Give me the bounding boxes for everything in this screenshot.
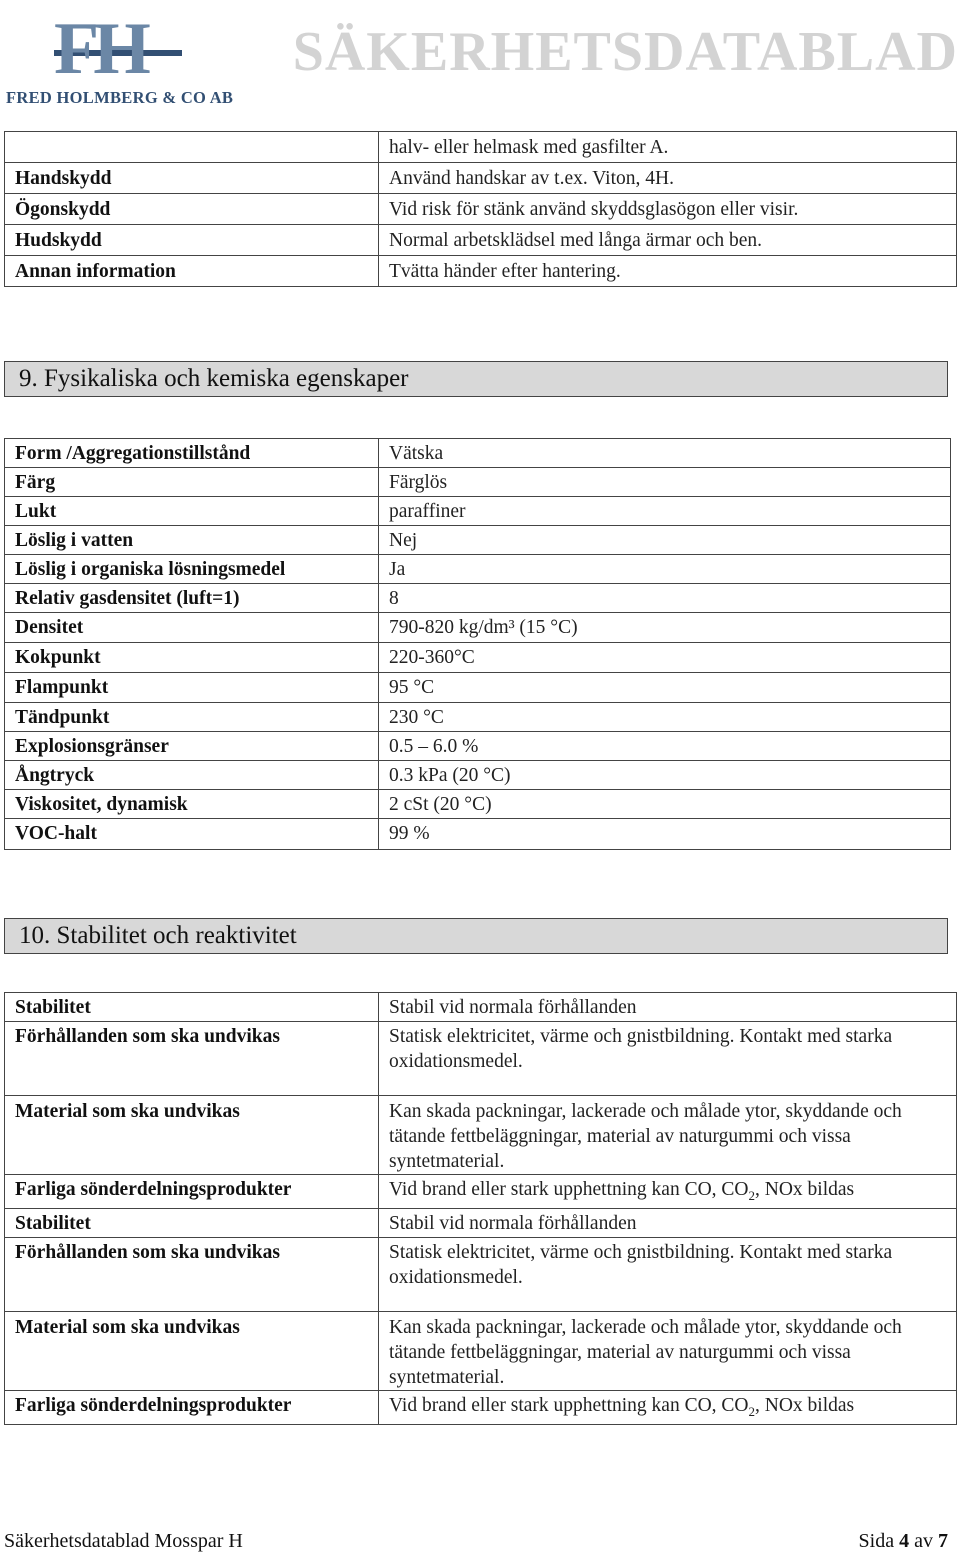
- logo-mark: FH: [54, 8, 145, 90]
- row-value: Nej: [379, 526, 951, 555]
- row-value: Färglös: [379, 468, 951, 497]
- table-row: [5, 1022, 957, 1096]
- row-value: [379, 1175, 957, 1209]
- properties-table: [4, 438, 951, 850]
- row-label: Annan information: [5, 256, 379, 287]
- row-value: Normal arbetsklädsel med långa ärmar och ben.: [379, 225, 957, 256]
- table-row: [5, 555, 951, 584]
- row-value: halv- eller helmask med gasfilter A.: [379, 132, 957, 163]
- page-total: 7: [938, 1530, 948, 1552]
- row-value: 0.3 kPa (20 °C): [379, 761, 951, 790]
- subscript: 2: [748, 1403, 756, 1419]
- protection-table: [4, 131, 957, 287]
- row-value: Vätska: [379, 439, 951, 468]
- row-value: 220-360°C: [379, 643, 951, 673]
- row-label: Tändpunkt: [5, 703, 379, 732]
- section-title: 9. Fysikaliska och kemiska egenskaper: [19, 365, 409, 392]
- row-value: 0.5 – 6.0 %: [379, 732, 951, 761]
- row-label: Kokpunkt: [5, 643, 379, 673]
- table-row: [5, 732, 951, 761]
- row-value: 99 %: [379, 819, 951, 850]
- table-row: [5, 1175, 957, 1209]
- table-row: [5, 1311, 957, 1390]
- row-label: Ångtryck: [5, 761, 379, 790]
- row-label: Ögonskydd: [5, 194, 379, 225]
- row-label: Form /Aggregationstillstånd: [5, 439, 379, 468]
- table-row: [5, 1237, 957, 1311]
- row-value: paraffiner: [379, 497, 951, 526]
- row-value: 230 °C: [379, 703, 951, 732]
- value-text: , NOx bildas: [755, 1179, 855, 1200]
- table-row: [5, 194, 957, 225]
- row-value: Tvätta händer efter hantering.: [379, 256, 957, 287]
- table-row: [5, 643, 951, 673]
- row-label: Farliga sönderdelningsprodukter: [5, 1175, 379, 1209]
- row-label: Densitet: [5, 613, 379, 643]
- section-title: 10. Stabilitet och reaktivitet: [19, 922, 297, 949]
- row-label: Material som ska undvikas: [5, 1096, 379, 1175]
- table-row: [5, 1390, 957, 1424]
- row-label: Färg: [5, 468, 379, 497]
- page-indicator: [859, 1530, 948, 1553]
- row-label: Relativ gasdensitet (luft=1): [5, 584, 379, 613]
- row-label: Löslig i vatten: [5, 526, 379, 555]
- table-row: [5, 132, 957, 163]
- table-row: [5, 1096, 957, 1175]
- table-row: [5, 468, 951, 497]
- value-text: Vid brand eller stark upphettning kan CO, CO: [389, 1179, 749, 1200]
- row-label: Explosionsgränser: [5, 732, 379, 761]
- row-label: Lukt: [5, 497, 379, 526]
- row-label: Farliga sönderdelningsprodukter: [5, 1390, 379, 1424]
- row-label: Hudskydd: [5, 225, 379, 256]
- page-word: Sida: [858, 1530, 895, 1552]
- stability-table: [4, 992, 957, 1425]
- row-label: Flampunkt: [5, 673, 379, 703]
- row-label: Förhållanden som ska undvikas: [5, 1022, 379, 1096]
- row-label: VOC-halt: [5, 819, 379, 850]
- row-value: Statisk elektricitet, värme och gnistbildning. Kontakt med starka oxidationsmedel.: [379, 1022, 957, 1096]
- table-row: [5, 613, 951, 643]
- footer-document-name: Säkerhetsdatablad Mosspar H: [4, 1530, 243, 1552]
- table-row: [5, 497, 951, 526]
- page-number: 4: [899, 1530, 910, 1552]
- row-value: [379, 1390, 957, 1424]
- row-value: Vid risk för stänk använd skyddsglasögon eller visir.: [379, 194, 957, 225]
- row-value: Använd handskar av t.ex. Viton, 4H.: [379, 163, 957, 194]
- table-row: [5, 703, 951, 732]
- table-row: [5, 163, 957, 194]
- row-label: Förhållanden som ska undvikas: [5, 1237, 379, 1311]
- row-label: Material som ska undvikas: [5, 1311, 379, 1390]
- company-logo: [4, 8, 234, 107]
- document-title: SÄKERHETSDATABLAD: [292, 21, 958, 83]
- value-text: , NOx bildas: [755, 1394, 855, 1416]
- row-value: 790-820 kg/dm³ (15 °C): [379, 613, 951, 643]
- of-word: av: [914, 1530, 933, 1552]
- table-row: [5, 225, 957, 256]
- company-name: FRED HOLMBERG & CO AB: [6, 88, 234, 107]
- row-label: Handskydd: [5, 163, 379, 194]
- row-value: Kan skada packningar, lackerade och målade ytor, skyddande och tätande fettbeläggningar, material av naturgummi och vissa syntetmaterial.: [379, 1096, 957, 1175]
- row-value: 8: [379, 584, 951, 613]
- row-value: Stabil vid normala förhållanden: [379, 993, 957, 1022]
- table-row: [5, 256, 957, 287]
- row-value: Statisk elektricitet, värme och gnistbildning. Kontakt med starka oxidationsmedel.: [379, 1237, 957, 1311]
- row-label: Viskositet, dynamisk: [5, 790, 379, 819]
- row-label: [5, 132, 379, 163]
- table-row: [5, 584, 951, 613]
- section-10-heading: [4, 918, 948, 954]
- table-row: [5, 673, 951, 703]
- row-value: Stabil vid normala förhållanden: [379, 1208, 957, 1237]
- table-row: [5, 526, 951, 555]
- row-value: 2 cSt (20 °C): [379, 790, 951, 819]
- table-row: [5, 819, 951, 850]
- row-label: Löslig i organiska lösningsmedel: [5, 555, 379, 584]
- table-row: [5, 761, 951, 790]
- table-row: [5, 790, 951, 819]
- subscript: 2: [748, 1187, 756, 1203]
- row-label: Stabilitet: [5, 1208, 379, 1237]
- value-text: Vid brand eller stark upphettning kan CO, CO: [389, 1394, 749, 1416]
- row-value: Kan skada packningar, lackerade och målade ytor, skyddande och tätande fettbeläggningar, material av naturgummi och vissa syntetmaterial.: [379, 1311, 957, 1390]
- row-label: Stabilitet: [5, 993, 379, 1022]
- table-row: [5, 1208, 957, 1237]
- table-row: [5, 439, 951, 468]
- row-value: 95 °C: [379, 673, 951, 703]
- section-9-heading: [4, 361, 948, 397]
- row-value: Ja: [379, 555, 951, 584]
- table-row: [5, 993, 957, 1022]
